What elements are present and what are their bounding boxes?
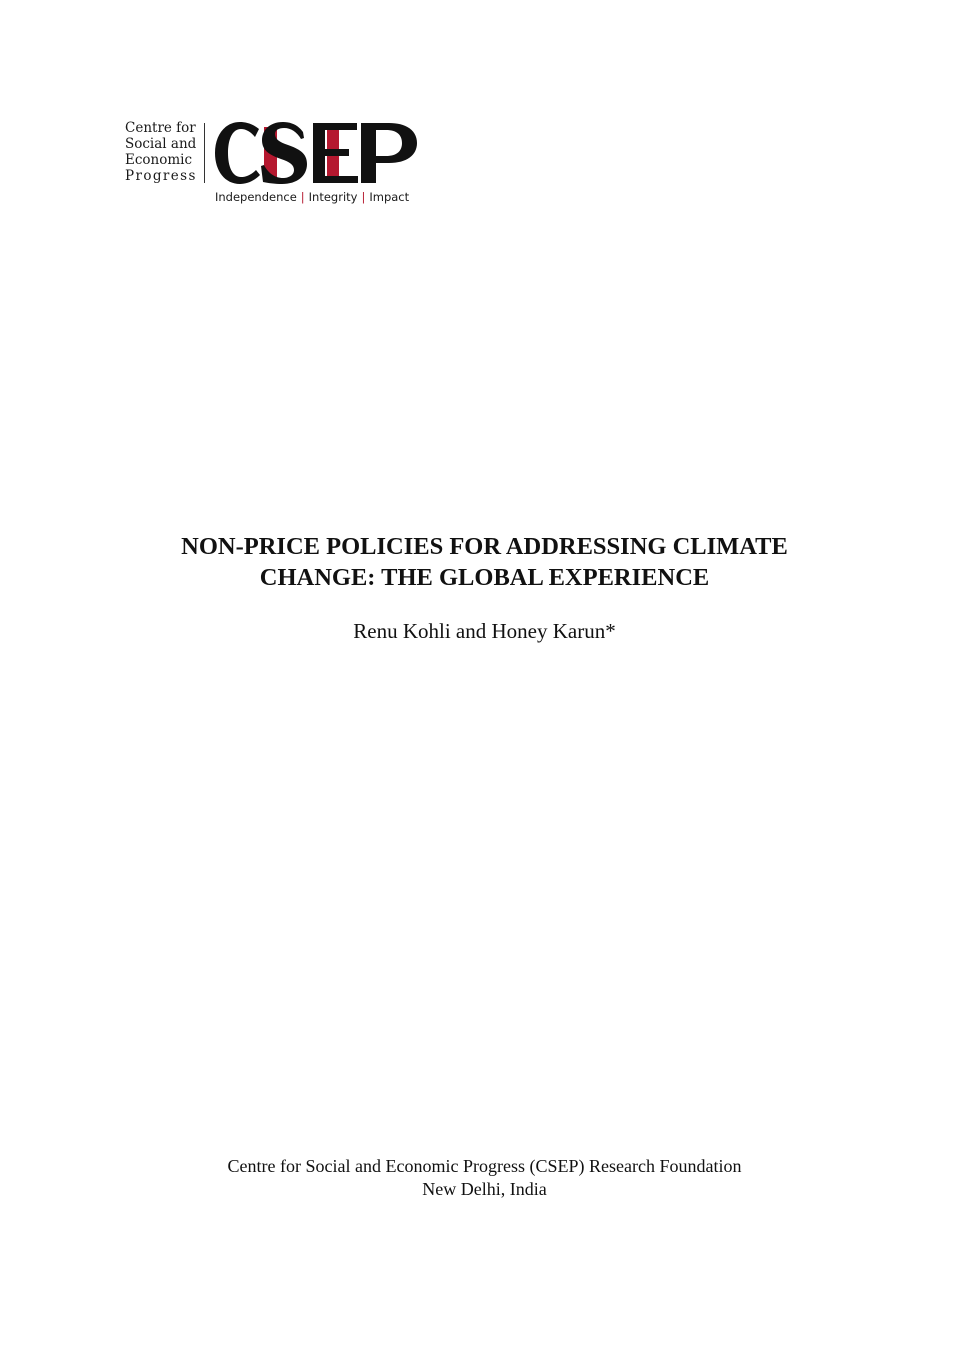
document-title-line: NON-PRICE POLICIES FOR ADDRESSING CLIMATE — [181, 533, 788, 560]
publisher-block — [60, 1155, 909, 1201]
logo-org-line: Social and — [125, 136, 197, 152]
logo-divider — [204, 123, 205, 183]
document-authors: Renu Kohli and Honey Karun* — [353, 619, 616, 643]
logo-tagline — [215, 190, 409, 204]
tagline-independence: Independence — [215, 190, 297, 204]
csep-logo — [125, 120, 425, 210]
document-title — [60, 531, 909, 593]
publisher-location: New Delhi, India — [422, 1179, 547, 1199]
tagline-integrity: Integrity — [308, 190, 358, 204]
publisher-name: Centre for Social and Economic Progress (CSEP) Research Foundation — [227, 1156, 742, 1176]
tagline-separator: | — [361, 190, 366, 204]
logo-org-line: Progress — [125, 168, 197, 184]
logo-org-name — [125, 120, 201, 184]
logo-org-line: Centre for — [125, 120, 196, 136]
tagline-impact: Impact — [369, 190, 410, 204]
document-title-line: CHANGE: THE GLOBAL EXPERIENCE — [259, 564, 710, 591]
logo-org-line: Economic — [125, 152, 193, 168]
tagline-separator: | — [300, 190, 305, 204]
csep-wordmark-icon — [213, 120, 419, 186]
